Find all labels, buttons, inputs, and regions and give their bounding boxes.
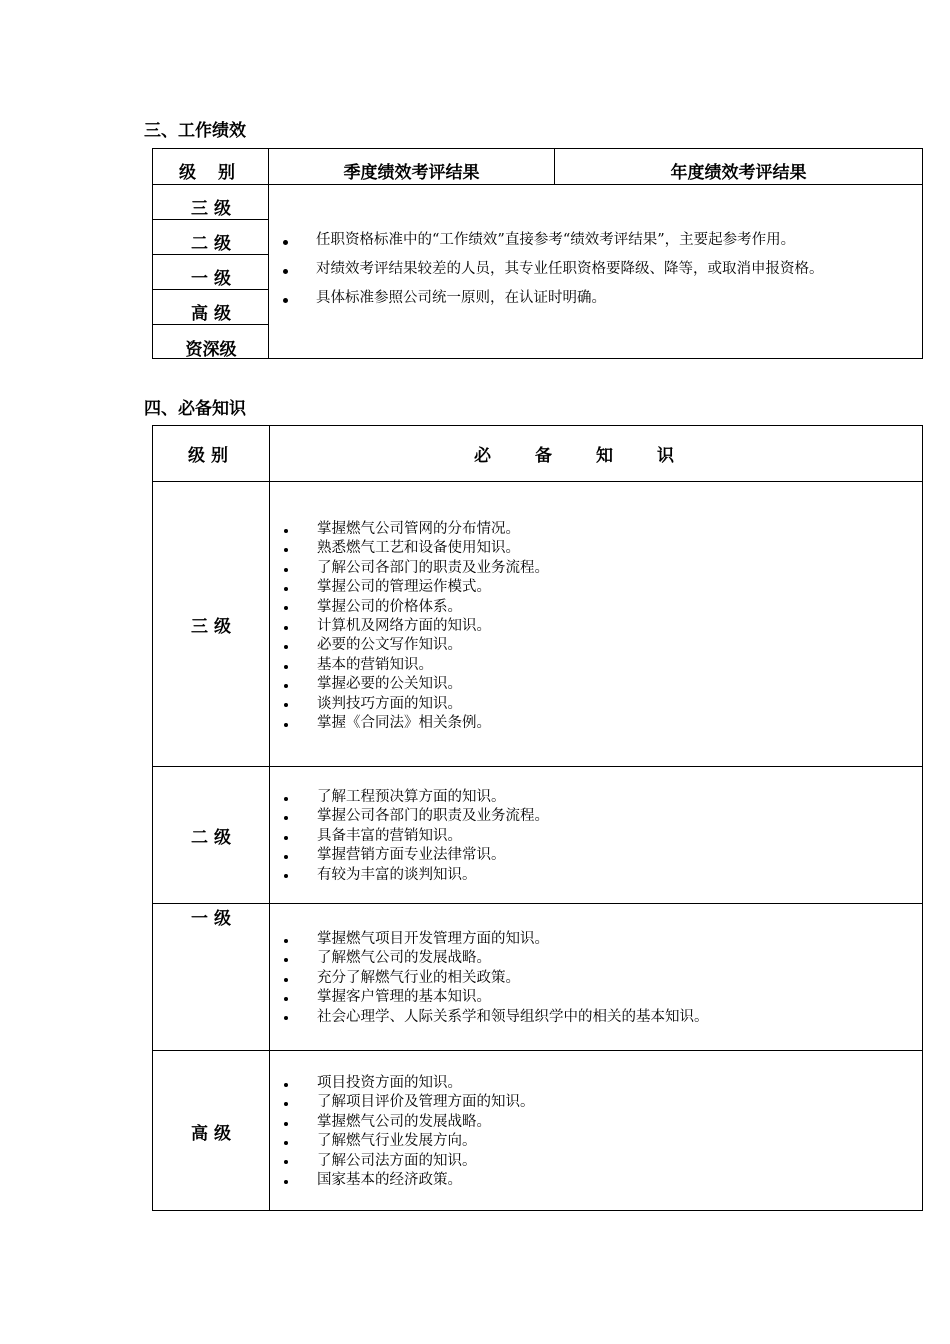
list-item: 社会心理学、人际关系学和领导组织学中的相关的基本知识。 bbox=[284, 1008, 709, 1027]
list-item: 了解公司法方面的知识。 bbox=[284, 1152, 535, 1171]
level-cell: 二 级 bbox=[153, 220, 269, 255]
performance-table bbox=[152, 148, 923, 359]
header-annual: 年度绩效考评结果 bbox=[670, 163, 807, 183]
list-item: 掌握燃气项目开发管理方面的知识。 bbox=[284, 930, 709, 949]
level-cell: 三 级 bbox=[153, 185, 269, 220]
list-item: 具备丰富的营销知识。 bbox=[284, 827, 549, 846]
level-cell: 高 级 bbox=[153, 290, 269, 325]
list-item: 国家基本的经济政策。 bbox=[284, 1171, 535, 1190]
list-item: 计算机及网络方面的知识。 bbox=[284, 617, 549, 636]
knowledge-list bbox=[284, 1074, 535, 1190]
list-item: 基本的营销知识。 bbox=[284, 656, 549, 675]
knowledge-list bbox=[284, 520, 549, 733]
list-item: 充分了解燃气行业的相关政策。 bbox=[284, 969, 709, 988]
header-knowledge: 必备知识 bbox=[474, 446, 718, 466]
list-item: 项目投资方面的知识。 bbox=[284, 1074, 535, 1093]
list-item: 掌握《合同法》相关条例。 bbox=[284, 714, 549, 733]
performance-header-row bbox=[153, 149, 922, 185]
knowledge-list bbox=[284, 930, 709, 1027]
knowledge-list bbox=[284, 788, 549, 885]
level-cell: 二 级 bbox=[191, 827, 231, 848]
list-item: 掌握公司的管理运作模式。 bbox=[284, 578, 549, 597]
level-cell: 一 级 bbox=[191, 908, 231, 929]
list-item: 掌握营销方面专业法律常识。 bbox=[284, 846, 549, 865]
list-item: 必要的公文写作知识。 bbox=[284, 636, 549, 655]
list-item: 任职资格标准中的“工作绩效”直接参考“绩效考评结果”，主要起参考作用。 bbox=[283, 226, 824, 255]
list-item: 了解项目评价及管理方面的知识。 bbox=[284, 1093, 535, 1112]
list-item: 掌握必要的公关知识。 bbox=[284, 675, 549, 694]
level-cell: 高 级 bbox=[191, 1123, 231, 1144]
knowledge-table bbox=[152, 425, 923, 1211]
list-item: 了解燃气行业发展方向。 bbox=[284, 1132, 535, 1151]
level-cell: 三 级 bbox=[191, 616, 231, 637]
column-divider bbox=[269, 426, 270, 1210]
list-item: 有较为丰富的谈判知识。 bbox=[284, 866, 549, 885]
section-4-title: 四、必备知识 bbox=[144, 399, 246, 419]
list-item: 掌握燃气公司的发展战略。 bbox=[284, 1113, 535, 1132]
list-item: 掌握公司的价格体系。 bbox=[284, 598, 549, 617]
rules-list bbox=[283, 226, 824, 313]
list-item: 了解燃气公司的发展战略。 bbox=[284, 949, 709, 968]
header-level: 级 别 bbox=[179, 163, 243, 183]
list-item: 掌握公司各部门的职责及业务流程。 bbox=[284, 807, 549, 826]
performance-rules bbox=[269, 185, 922, 358]
list-item: 熟悉燃气工艺和设备使用知识。 bbox=[284, 539, 549, 558]
list-item: 了解公司各部门的职责及业务流程。 bbox=[284, 559, 549, 578]
header-level: 级别 bbox=[188, 446, 234, 466]
list-item: 了解工程预决算方面的知识。 bbox=[284, 788, 549, 807]
section-3-title: 三、工作绩效 bbox=[144, 121, 246, 141]
list-item: 掌握客户管理的基本知识。 bbox=[284, 988, 709, 1007]
list-item: 具体标准参照公司统一原则，在认证时明确。 bbox=[283, 284, 824, 313]
level-cell: 一 级 bbox=[153, 255, 269, 290]
list-item: 掌握燃气公司管网的分布情况。 bbox=[284, 520, 549, 539]
header-quarterly: 季度绩效考评结果 bbox=[269, 149, 555, 184]
list-item: 对绩效考评结果较差的人员，其专业任职资格要降级、降等，或取消申报资格。 bbox=[283, 255, 824, 284]
list-item: 谈判技巧方面的知识。 bbox=[284, 695, 549, 714]
level-cell: 资深级 bbox=[185, 340, 237, 360]
